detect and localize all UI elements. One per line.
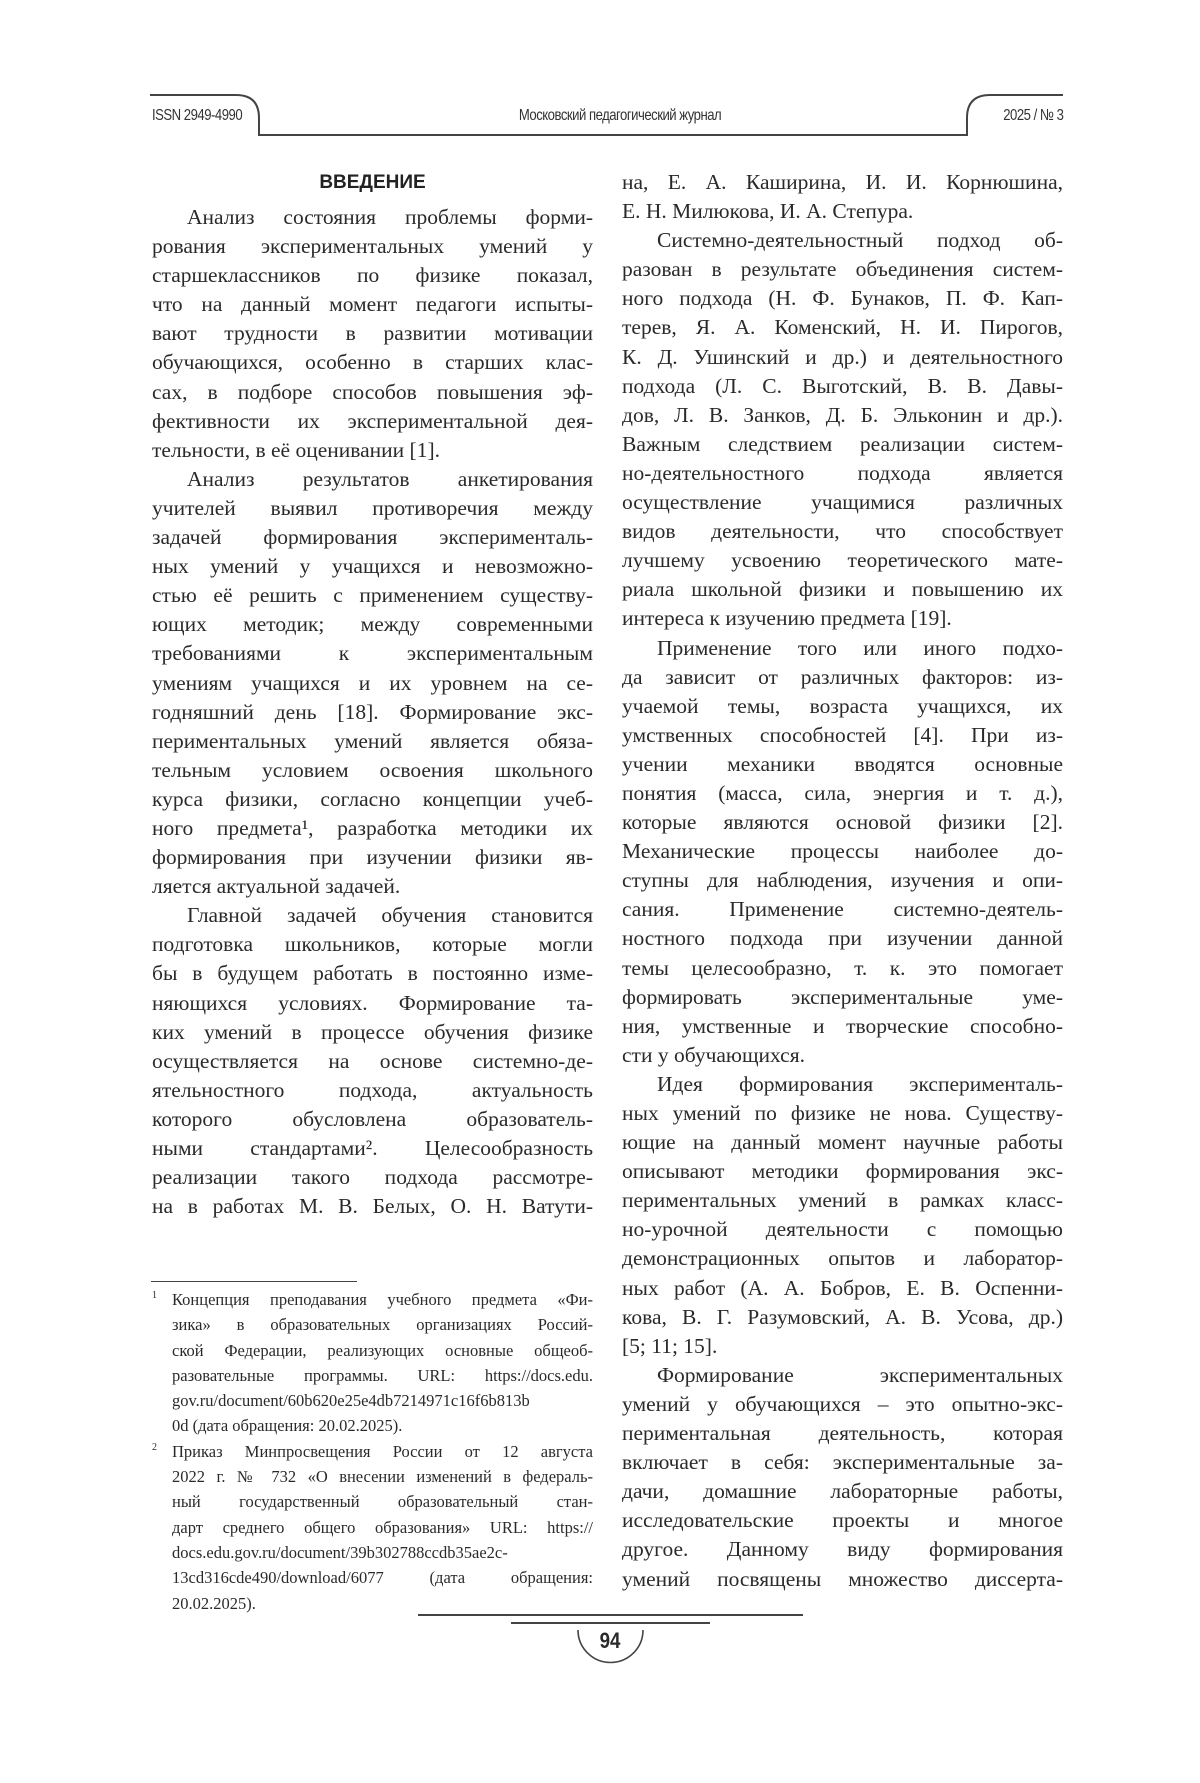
footnote-line: зика» в образовательных организациях Россий- xyxy=(172,1312,593,1337)
footnote xyxy=(152,1439,593,1616)
text-line: ятельностного подхода, актуальность xyxy=(152,1076,593,1105)
paragraph xyxy=(622,168,1063,226)
text-line: которого обусловлена образователь- xyxy=(152,1105,593,1134)
footnote-line: дарт среднего общего образования» URL: https:// xyxy=(172,1515,593,1540)
text-line: лучшему усвоению теоретического мате- xyxy=(622,546,1063,575)
text-line: но-урочной деятельности с помощью xyxy=(622,1215,1063,1244)
text-line: задачей формирования эксперименталь- xyxy=(152,523,593,552)
footnote-line: Приказ Минпросвещения России от 12 августа xyxy=(172,1439,593,1464)
footnote-line: ской Федерации, реализующих основные общеоб- xyxy=(172,1338,593,1363)
text-line: умственных способностей [4]. При из- xyxy=(622,721,1063,750)
running-header-frame xyxy=(0,0,1200,160)
footnote-line: gov.ru/document/60b620e25e4db7214971c16f6b813b xyxy=(172,1388,593,1413)
text-line: Применение того или иного подхо- xyxy=(622,634,1063,663)
text-line: включает в себя: экспериментальные за- xyxy=(622,1448,1063,1477)
footnote-line: разовательные программы. URL: https://docs.edu. xyxy=(172,1363,593,1388)
text-line: ными стандартами². Целесообразность xyxy=(152,1134,593,1163)
text-line: умений у обучающихся – это опытно-экс- xyxy=(622,1390,1063,1419)
text-line: осуществляется на основе системно-де- xyxy=(152,1047,593,1076)
text-line: курса физики, согласно концепции учеб- xyxy=(152,785,593,814)
text-line: видов деятельности, что способствует xyxy=(622,517,1063,546)
text-line: Е. Н. Милюкова, И. А. Степура. xyxy=(622,197,1063,226)
text-line: исследовательские проекты и многое xyxy=(622,1506,1063,1535)
text-line: ния, умственные и творческие способно- xyxy=(622,1012,1063,1041)
issn-label: ISSN 2949-4990 xyxy=(152,107,242,125)
text-line: демонстрационных опытов и лаборатор- xyxy=(622,1244,1063,1273)
page-number: 94 xyxy=(600,1628,621,1654)
text-line: другое. Данному виду формирования xyxy=(622,1535,1063,1564)
text-line: ностного подхода при изучении данной xyxy=(622,924,1063,953)
text-line: понятия (масса, сила, энергия и т. д.), xyxy=(622,779,1063,808)
footnote-line: 2022 г. № 732 «О внесении изменений в федераль- xyxy=(172,1464,593,1489)
text-line: тельным условием освоения школьного xyxy=(152,756,593,785)
text-line: старшеклассников по физике показал, xyxy=(152,261,593,290)
text-line: но-деятельностного подхода является xyxy=(622,459,1063,488)
text-line: осуществление учащимися различных xyxy=(622,488,1063,517)
text-line: сах, в подборе способов повышения эф- xyxy=(152,378,593,407)
text-line: периментальных умений в рамках класс- xyxy=(622,1186,1063,1215)
text-line: стью её решить с применением существу- xyxy=(152,581,593,610)
paragraph xyxy=(622,1070,1063,1361)
text-line: Важным следствием реализации систем- xyxy=(622,430,1063,459)
text-line: няющихся условиях. Формирование та- xyxy=(152,989,593,1018)
text-line: дов, Л. В. Занков, Д. Б. Эльконин и др.). xyxy=(622,401,1063,430)
text-line: ющих методик; между современными xyxy=(152,610,593,639)
text-line: Анализ результатов анкетирования xyxy=(152,465,593,494)
text-line: ных умений у учащихся и невозможно- xyxy=(152,552,593,581)
text-line: подготовка школьников, которые могли xyxy=(152,930,593,959)
text-line: интереса к изучению предмета [19]. xyxy=(622,604,1063,633)
text-line: темы целесообразно, т. к. это помогает xyxy=(622,954,1063,983)
footnote-line: docs.edu.gov.ru/document/39b302788ccdb35ae2c- xyxy=(172,1540,593,1565)
text-line: бы в будущем работать в постоянно изме- xyxy=(152,959,593,988)
text-line: фективности их экспериментальной дея- xyxy=(152,407,593,436)
text-line: сти у обучающихся. xyxy=(622,1041,1063,1070)
journal-title: Московский педагогический журнал xyxy=(519,107,721,125)
footnote-number: 1 xyxy=(152,1283,157,1308)
text-line: К. Д. Ушинский и др.) и деятельностного xyxy=(622,343,1063,372)
paragraph xyxy=(622,226,1063,633)
text-line: на в работах М. В. Белых, О. Н. Ватути- xyxy=(152,1192,593,1221)
footnote-line: 13cd316cde490/download/6077 (дата обращения: xyxy=(172,1565,593,1590)
text-line: [5; 11; 15]. xyxy=(622,1332,1063,1361)
text-line: ных работ (А. А. Бобров, Е. В. Оспенни- xyxy=(622,1274,1063,1303)
text-line: риала школьной физики и повышению их xyxy=(622,575,1063,604)
text-line: которые являются основой физики [2]. xyxy=(622,808,1063,837)
text-line: что на данный момент педагоги испыты- xyxy=(152,290,593,319)
text-line: тельности, в её оценивании [1]. xyxy=(152,436,593,465)
footnote-line: ный государственный образовательный стан- xyxy=(172,1489,593,1514)
paragraph xyxy=(622,1361,1063,1594)
text-line: да зависит от различных факторов: из- xyxy=(622,663,1063,692)
text-line: учителей выявил противоречия между xyxy=(152,494,593,523)
text-line: сания. Применение системно-деятель- xyxy=(622,895,1063,924)
text-line: Системно-деятельностный подход об- xyxy=(622,226,1063,255)
text-line: подхода (Л. С. Выготский, В. В. Давы- xyxy=(622,372,1063,401)
text-line: годняшний день [18]. Формирование экс- xyxy=(152,698,593,727)
text-line: умениям учащихся и их уровнем на се- xyxy=(152,669,593,698)
text-line: ного подхода (Н. Ф. Бунаков, П. Ф. Кап- xyxy=(622,284,1063,313)
text-line: рования экспериментальных умений у xyxy=(152,232,593,261)
text-line: ких умений в процессе обучения физике xyxy=(152,1018,593,1047)
text-line: Главной задачей обучения становится xyxy=(152,901,593,930)
text-line: учаемой темы, возраста учащихся, их xyxy=(622,692,1063,721)
text-line: ных умений по физике не нова. Существу- xyxy=(622,1099,1063,1128)
text-line: формировать экспериментальные уме- xyxy=(622,983,1063,1012)
text-line: ляется актуальной задачей. xyxy=(152,872,593,901)
text-line: формирования при изучении физики яв- xyxy=(152,843,593,872)
footnote-line: 20.02.2025). xyxy=(172,1591,593,1616)
paragraph xyxy=(152,465,593,901)
issue-label: 2025 / № 3 xyxy=(1003,107,1063,125)
text-line: Формирование экспериментальных xyxy=(622,1361,1063,1390)
text-line: ступны для наблюдения, изучения и опи- xyxy=(622,866,1063,895)
text-line: ющие на данный момент научные работы xyxy=(622,1128,1063,1157)
text-line: Анализ состояния проблемы форми- xyxy=(152,203,593,232)
text-line: ного предмета¹, разработка методики их xyxy=(152,814,593,843)
text-line: обучающихся, особенно в старших клас- xyxy=(152,348,593,377)
text-line: терев, Я. А. Коменский, Н. И. Пирогов, xyxy=(622,313,1063,342)
text-line: кова, В. Г. Разумовский, А. В. Усова, др.) xyxy=(622,1303,1063,1332)
text-line: описывают методики формирования экс- xyxy=(622,1157,1063,1186)
footnotes xyxy=(152,1287,593,1616)
paragraph xyxy=(152,901,593,1221)
left-column xyxy=(152,168,593,1221)
text-line: периментальных умений является обяза- xyxy=(152,727,593,756)
footnote xyxy=(152,1287,593,1439)
text-line: умений посвящены множество диссерта- xyxy=(622,1565,1063,1594)
text-line: на, Е. А. Каширина, И. И. Корнюшина, xyxy=(622,168,1063,197)
text-line: требованиями к экспериментальным xyxy=(152,639,593,668)
text-line: реализации такого подхода рассмотре- xyxy=(152,1163,593,1192)
footnote-line: Концепция преподавания учебного предмета «Фи- xyxy=(172,1287,593,1312)
text-line: периментальная деятельность, которая xyxy=(622,1419,1063,1448)
text-line: Механические процессы наиболее до- xyxy=(622,837,1063,866)
text-line: Идея формирования эксперименталь- xyxy=(622,1070,1063,1099)
right-column xyxy=(622,168,1063,1594)
footnote-line: 0d (дата обращения: 20.02.2025). xyxy=(172,1413,593,1438)
footnote-number: 2 xyxy=(152,1435,157,1460)
footnote-separator xyxy=(151,1281,357,1282)
text-line: дачи, домашние лабораторные работы, xyxy=(622,1477,1063,1506)
text-line: разован в результате объединения систем- xyxy=(622,255,1063,284)
paragraph xyxy=(152,203,593,465)
paragraph xyxy=(622,634,1063,1070)
text-line: вают трудности в развитии мотивации xyxy=(152,319,593,348)
text-line: учении механики вводятся основные xyxy=(622,750,1063,779)
section-heading: ВВЕДЕНИЕ xyxy=(152,168,593,203)
